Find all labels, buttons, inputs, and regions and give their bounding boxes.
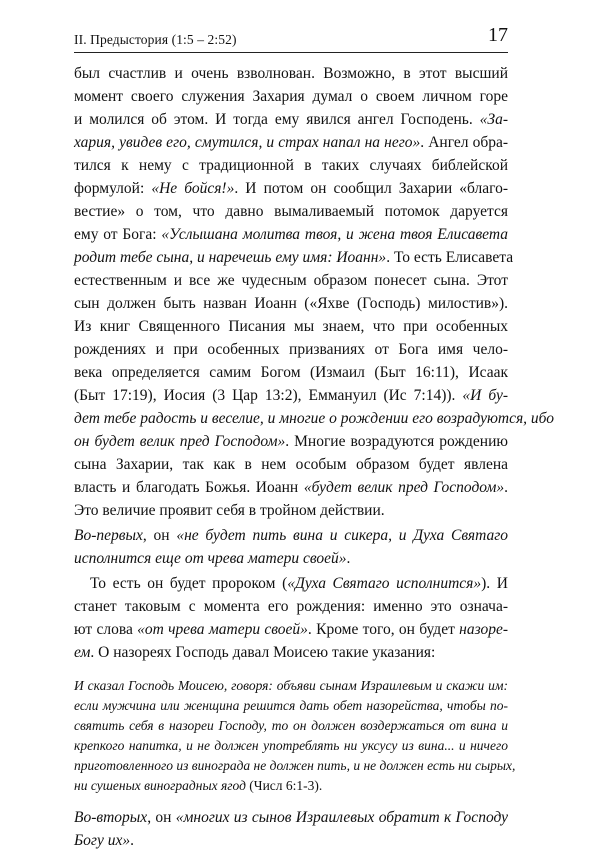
text-line (74, 641, 508, 664)
scripture-quote (74, 676, 516, 796)
text-line (74, 62, 508, 85)
text-run: . (346, 550, 351, 567)
text-line (74, 524, 508, 547)
italic-run: назоре- (459, 621, 508, 638)
text-line (74, 154, 508, 177)
page-number: 17 (488, 24, 508, 46)
text-run: . Ангел обра- (420, 134, 508, 151)
text-run: . О назореях Господь давал Моисею такие указания: (90, 644, 436, 661)
text-run: . Многие возрадуются рождению (285, 433, 508, 450)
text-run: ему от Бога: (74, 226, 162, 243)
text-line (74, 200, 508, 223)
text-run: (Быт 17:19), Иосия (3 Цар 13:2), Еммануил (Ис 7:14)). (74, 387, 463, 404)
text-run: . То есть Елисавета (386, 249, 514, 266)
italic-run: «Духа Святаго исполнится» (287, 575, 482, 592)
text-run: момент своего служения Захария думал о своем личном горе (74, 88, 508, 105)
italic-run: Во-вторых (74, 809, 148, 826)
text-line (74, 829, 508, 852)
text-run: , он (147, 809, 176, 826)
text-run: рождениях и при особенных призваниях от Бога имя чело- (74, 341, 508, 358)
italic-run: «будет велик пред Господом» (303, 479, 505, 496)
text-run: (Числ 6:1-3). (245, 778, 323, 793)
italic-run: ни сушеных виноградных ягод (74, 778, 246, 793)
italic-run: «от чрева матери своей» (137, 621, 308, 638)
text-run: ). И (481, 575, 508, 592)
text-line (74, 476, 508, 499)
italic-run: приготовленного из винограда не должен пить, и не должен есть ни сырых, (74, 758, 516, 773)
italic-run: дет тебе радость и веселие, и многие о рождении его возрадуются, ибо (74, 410, 554, 427)
text-line (74, 696, 508, 716)
italic-run: исполнится еще от чрева матери своей» (74, 550, 347, 567)
paragraph-second-point (74, 806, 508, 852)
italic-run: святить себя в назореи Господу, то он должен воздержаться от вина и (74, 718, 508, 733)
text-run: . (504, 479, 508, 496)
text-run: , он (142, 527, 177, 544)
text-line (74, 736, 508, 756)
text-run: станет таковым с момента его рождения: именно это означа- (74, 598, 508, 615)
italic-run: родит тебе сына, и наречешь ему имя: Иоанн» (74, 249, 387, 266)
text-run: Из книг Священного Писания мы знаем, что при особенных (74, 318, 508, 335)
italic-run: Богу их» (74, 832, 131, 849)
paragraph-first-point (74, 524, 508, 570)
italic-run: ем (74, 644, 91, 661)
italic-run: Во-первых (74, 527, 143, 544)
paragraph-prophet (74, 572, 508, 664)
italic-run: «не будет пить вина и сикера, и Духа Святаго (176, 527, 508, 544)
text-line (74, 223, 508, 246)
text-line (74, 384, 508, 407)
text-line (74, 361, 508, 384)
text-run: был счастлив и очень взволнован. Возможно, в этот высший (74, 65, 508, 82)
italic-run: «И бу- (462, 387, 508, 404)
italic-run: И сказал Господь Моисею, говоря: объяви сынам Израилевым и скажи им: (74, 678, 508, 693)
text-run: То есть он будет пророком ( (90, 575, 288, 592)
text-line (74, 756, 516, 776)
italic-run: «За- (479, 111, 508, 128)
italic-run: «Услышана молитва твоя, и жена твоя Елисавета (161, 226, 508, 243)
text-line (74, 292, 508, 315)
text-line (74, 338, 508, 361)
text-line (74, 85, 508, 108)
text-line (74, 453, 508, 476)
text-line (74, 430, 508, 453)
running-header (74, 22, 508, 56)
text-line (74, 499, 508, 522)
text-line (74, 572, 508, 595)
text-line (74, 618, 508, 641)
text-line (74, 776, 508, 796)
text-run: тился к нему с традиционной в таких случаях библейской (74, 157, 508, 174)
text-run: и молился об этом. И тогда ему явился ангел Господень. (74, 111, 480, 128)
text-line (74, 407, 554, 430)
text-line (74, 806, 508, 829)
italic-run: хария, увидев его, смутился, и страх напал на него» (74, 134, 421, 151)
italic-run: «Не бойся!» (151, 180, 235, 197)
text-line (74, 131, 508, 154)
italic-run: крепкого напитка, и не должен употреблять ни уксусу из вина... и ничего (74, 738, 508, 753)
text-line (74, 676, 508, 696)
text-line (74, 716, 508, 736)
text-run: века определяется самим Богом (Измаил (Быт 16:11), Исаак (74, 364, 508, 381)
text-line (74, 595, 508, 618)
text-run: формулой: (74, 180, 152, 197)
text-run: . (130, 832, 134, 849)
text-line (74, 177, 508, 200)
text-run: власть и благодать Божья. Иоанн (74, 479, 304, 496)
text-line (74, 269, 508, 292)
header-divider (74, 52, 508, 53)
paragraph-zechariah-vision (74, 62, 554, 522)
text-line (74, 547, 508, 570)
section-title: II. Предыстория (1:5 – 2:52) (74, 32, 237, 47)
text-line (74, 315, 508, 338)
italic-run: он будет велик пред Господом» (74, 433, 286, 450)
italic-run: если мужчина или женщина решится дать обет назорейства, чтобы по- (74, 698, 508, 713)
text-run: . Кроме того, он будет (307, 621, 460, 638)
text-run: естественным и все же чудесным образом понесет сына. Этот (74, 272, 508, 289)
text-run: сын должен быть назван Иоанн («Яхве (Господь) милостив»). (74, 295, 508, 312)
text-run: сына Захарии, так как в нем особым образом будет явлена (74, 456, 508, 473)
text-run: Это величие проявит себя в тройном действии. (74, 502, 385, 519)
text-run: . И потом он сообщил Захарии «благо- (234, 180, 508, 197)
italic-run: «многих из сынов Израилевых обратит к Господу (175, 809, 509, 826)
text-run: вестие» о том, что давно вымаливаемый потомок даруется (74, 203, 508, 220)
text-line (74, 246, 514, 269)
text-line (74, 108, 508, 131)
text-run: ют слова (74, 621, 138, 638)
